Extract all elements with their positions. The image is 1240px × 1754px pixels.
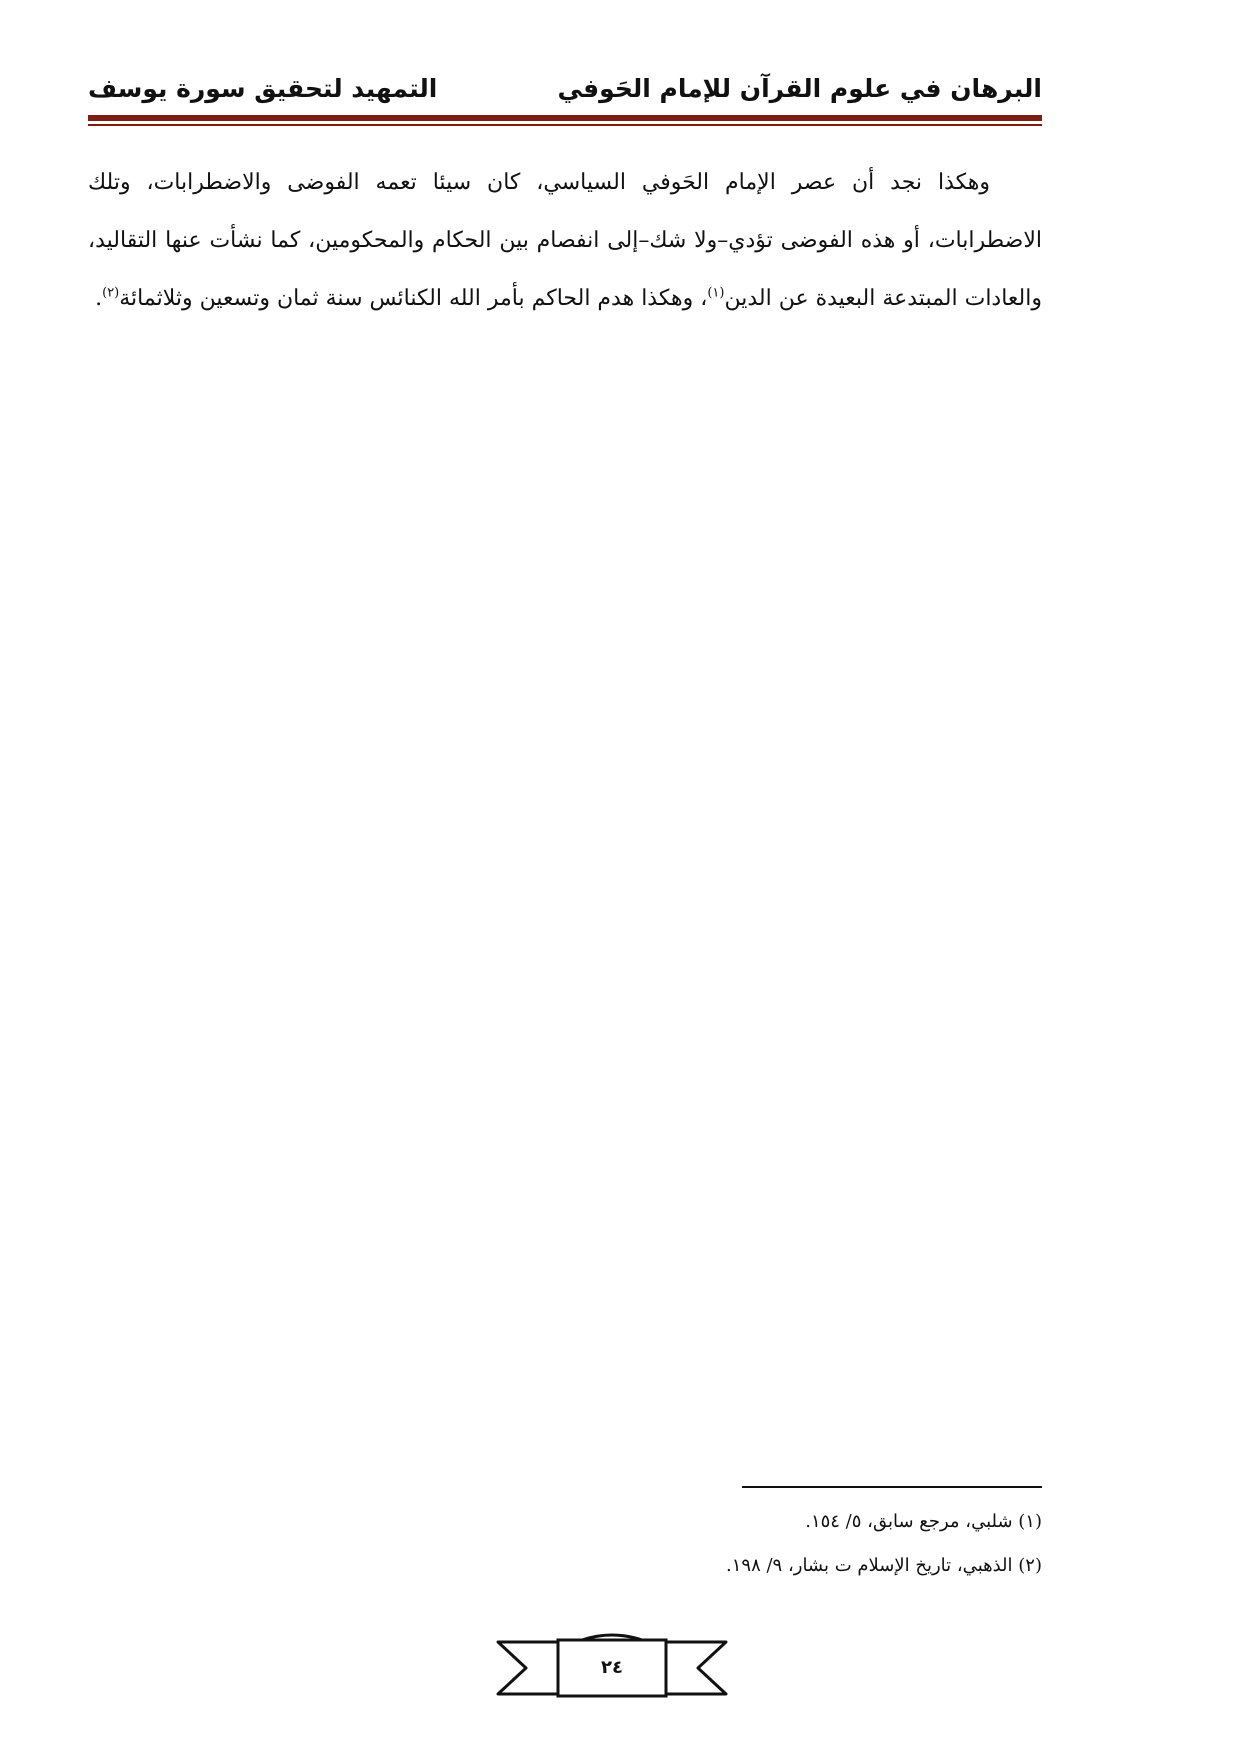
paragraph-text-part2: ، وهكذا هدم الحاكم بأمر الله الكنائس سنة ثمان وتسعين وثلاثمائة bbox=[119, 286, 708, 311]
footnote-2: (٢) الذهبي، تاريخ الإسلام ت بشار، ٩/ ١٩٨. bbox=[726, 1555, 1042, 1576]
section-title: التمهيد لتحقيق سورة يوسف bbox=[88, 74, 438, 103]
footnote-separator bbox=[742, 1486, 1042, 1488]
footnote-ref-1[interactable]: (١) bbox=[707, 285, 725, 301]
footnote-1: (١) شلبي، مرجع سابق، ٥/ ١٥٤. bbox=[805, 1511, 1042, 1532]
body-paragraph bbox=[88, 154, 1042, 328]
footnote-ref-2[interactable]: (٢) bbox=[102, 285, 120, 301]
header-rule-thick bbox=[88, 115, 1042, 121]
page-number: ٢٤ bbox=[601, 1657, 623, 1678]
main-text bbox=[88, 154, 1042, 328]
paragraph-end: . bbox=[95, 286, 103, 311]
header-rule-thin bbox=[88, 124, 1042, 126]
paragraph-text-part1: وهكذا نجد أن عصر الإمام الحَوفي السياسي، كان سيئا تعمه الفوضى والاضطرابات، وتلك الاضطرابات، أو هذه الفوضى تؤدي–ولا شك–إلى انفصام بين الحكام والمحكومين، كما نشأت عنها التقاليد، والعادات المبتدعة البعيدة عن الدين bbox=[88, 170, 1042, 311]
footnotes bbox=[88, 1500, 1042, 1588]
book-title: البرهان في علوم القرآن للإمام الحَوفي bbox=[557, 74, 1042, 103]
page-header bbox=[88, 66, 1042, 114]
